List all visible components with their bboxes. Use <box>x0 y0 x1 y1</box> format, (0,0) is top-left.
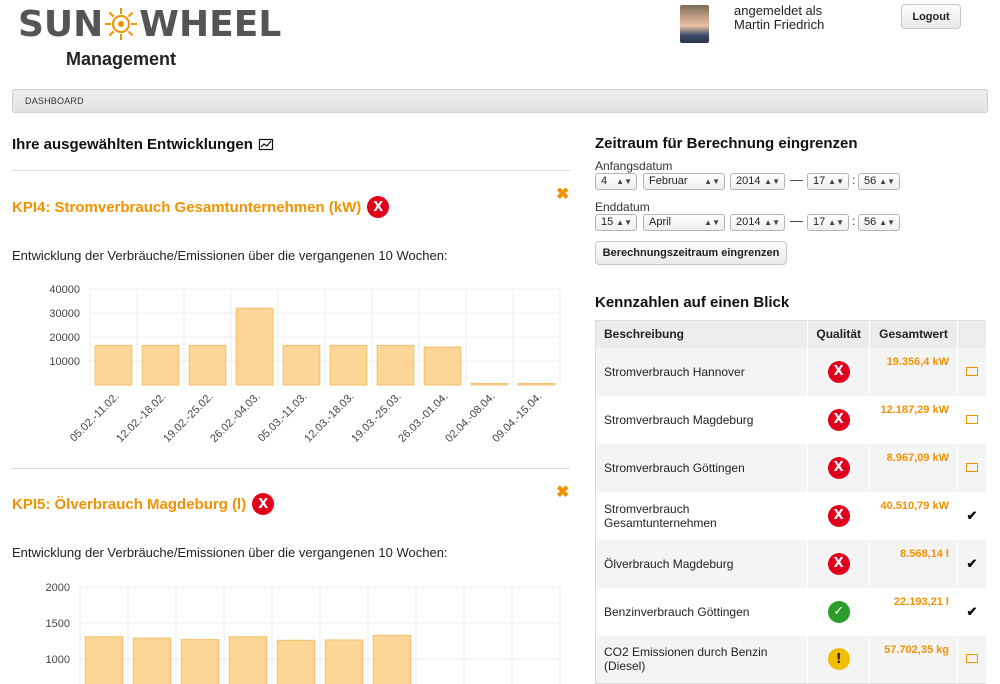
x-tick-label: 05.02.-11.02. <box>67 390 122 445</box>
kpi4-description: Entwicklung der Verbräuche/Emissionen über die vergangenen 10 Wochen: <box>12 248 448 263</box>
kpi-overview-table <box>595 320 987 684</box>
selected-check-icon[interactable]: ✔ <box>966 603 978 619</box>
row-description: Stromverbrauch Gesamtunternehmen <box>596 492 808 540</box>
divider <box>12 468 570 469</box>
app-subtitle: Management <box>66 49 177 69</box>
date-time-separator: — <box>790 172 803 187</box>
col-quality: Qualität <box>808 321 870 348</box>
col-total: Gesamtwert <box>870 321 958 348</box>
row-description: CO2 Emissionen durch Benzin (Diesel) <box>596 636 808 684</box>
selected-check-icon[interactable]: ✔ <box>966 507 978 523</box>
x-tick-label: 02.04.-08.04. <box>443 390 498 445</box>
row-action[interactable] <box>957 540 986 588</box>
quality-status-icon: X <box>828 409 850 431</box>
row-quality <box>808 636 870 684</box>
kpi4-title <box>12 196 389 218</box>
row-description: Ölverbrauch Magdeburg <box>596 540 808 588</box>
date-time-separator: — <box>790 213 803 228</box>
row-total-value: 8.568,14 l <box>870 540 958 588</box>
quality-status-icon: ✓ <box>828 601 850 623</box>
x-tick-label: 05.03.-11.03. <box>255 390 310 445</box>
row-quality <box>808 540 870 588</box>
x-tick-label: 12.03.-18.03. <box>302 390 357 445</box>
chart-bar <box>325 640 362 684</box>
row-action[interactable] <box>957 396 986 444</box>
table-row <box>596 396 987 444</box>
user-name: Martin Friedrich <box>734 17 825 32</box>
section-title <box>12 136 273 153</box>
x-tick-label: 09.04.-15.04. <box>490 390 545 445</box>
table-row <box>596 636 987 684</box>
selected-check-icon[interactable]: ✔ <box>966 555 978 571</box>
table-header-row <box>596 321 987 348</box>
row-quality <box>808 444 870 492</box>
chart-bar <box>181 640 218 684</box>
chart-icon <box>259 139 273 150</box>
y-tick-label: 30000 <box>49 308 80 320</box>
kpi4-bar-chart <box>12 278 560 458</box>
end-month-select[interactable]: April ▲▼ <box>643 214 725 231</box>
nav-item-dashboard[interactable]: DASHBOARD <box>25 96 84 106</box>
section-title-text: Ihre ausgewählten Entwicklungen <box>12 136 253 153</box>
chart-bar <box>142 345 179 385</box>
start-day-select[interactable]: 4 ▲▼ <box>595 173 637 190</box>
chart-bar <box>330 345 367 385</box>
quality-status-icon: X <box>828 553 850 575</box>
chart-bar <box>377 345 414 385</box>
chart-bar <box>95 345 132 385</box>
x-tick-label: 12.02.-18.02. <box>114 390 169 445</box>
kpi5-title <box>12 493 274 515</box>
row-quality <box>808 396 870 444</box>
chart-bar <box>518 384 555 386</box>
row-total-value: 40.510,79 kW <box>870 492 958 540</box>
user-info <box>734 4 824 32</box>
col-action <box>957 321 986 348</box>
row-total-value: 19.356,4 kW <box>870 348 958 396</box>
time-colon: : <box>852 214 856 228</box>
logged-in-label: angemeldet als <box>734 3 823 18</box>
table-row <box>596 492 987 540</box>
table-row <box>596 588 987 636</box>
chart-bar <box>189 345 226 385</box>
row-total-value: 22.193,21 l <box>870 588 958 636</box>
sun-wheel-icon <box>104 7 138 41</box>
table-row <box>596 540 987 588</box>
start-year-select[interactable]: 2014 ▲▼ <box>730 173 785 190</box>
user-avatar <box>680 5 709 43</box>
chart-bar <box>85 637 122 684</box>
chart-bar <box>133 638 170 684</box>
y-tick-label: 1500 <box>45 618 70 630</box>
start-minute-select[interactable]: 56 ▲▼ <box>858 173 900 190</box>
start-month-select[interactable]: Februar ▲▼ <box>643 173 725 190</box>
y-tick-label: 20000 <box>49 332 80 344</box>
row-action[interactable] <box>957 492 986 540</box>
chart-bar <box>229 637 266 684</box>
kpi5-bar-chart <box>12 578 560 666</box>
row-action[interactable] <box>957 348 986 396</box>
x-tick-label: 26.02.-04.03. <box>208 390 263 445</box>
row-action[interactable] <box>957 444 986 492</box>
kpi5-remove-icon[interactable]: ✖ <box>556 484 570 501</box>
kpi4-remove-icon[interactable]: ✖ <box>556 186 570 203</box>
kpi5-title-text: KPI5: Ölverbrauch Magdeburg (l) <box>12 495 247 513</box>
chart-bar <box>471 384 508 386</box>
row-description: Stromverbrauch Göttingen <box>596 444 808 492</box>
logo-text-left: SUN <box>18 3 104 45</box>
row-description: Benzinverbrauch Göttingen <box>596 588 808 636</box>
col-description: Beschreibung <box>596 321 808 348</box>
row-total-value: 57.702,35 kg <box>870 636 958 684</box>
end-minute-select[interactable]: 56 ▲▼ <box>858 214 900 231</box>
start-date-label: Anfangsdatum <box>595 159 673 173</box>
x-tick-label: 26.03.-01.04. <box>396 390 451 445</box>
y-tick-label: 40000 <box>49 284 80 296</box>
x-tick-label: 19.03.-25.03. <box>349 390 404 445</box>
quality-status-icon: X <box>828 505 850 527</box>
kpi-overview-title: Kennzahlen auf einen Blick <box>595 294 790 311</box>
row-total-value: 12.187,29 kW <box>870 396 958 444</box>
logout-button[interactable]: Logout <box>901 4 961 29</box>
add-to-dashboard-chart-icon[interactable] <box>966 654 978 663</box>
row-action[interactable] <box>957 636 986 684</box>
y-tick-label: 1000 <box>45 654 70 666</box>
chart-bar <box>373 635 410 684</box>
row-quality <box>808 588 870 636</box>
row-description: Stromverbrauch Magdeburg <box>596 396 808 444</box>
end-year-select[interactable]: 2014 ▲▼ <box>730 214 785 231</box>
chart-bar <box>283 345 320 385</box>
row-description: Stromverbrauch Hannover <box>596 348 808 396</box>
start-hour-select[interactable]: 17 ▲▼ <box>807 173 849 190</box>
quality-status-icon: ! <box>828 648 850 670</box>
nav-bar <box>12 89 988 113</box>
period-title: Zeitraum für Berechnung eingrenzen <box>595 135 858 152</box>
kpi4-title-text: KPI4: Stromverbrauch Gesamtunternehmen (kW) <box>12 198 362 216</box>
divider <box>12 170 570 171</box>
add-to-dashboard-chart-icon[interactable] <box>966 415 978 424</box>
add-to-dashboard-chart-icon[interactable] <box>966 463 978 472</box>
kpi4-status-icon: X <box>367 196 389 218</box>
chart-bar <box>236 308 273 385</box>
row-total-value: 8.967,09 kW <box>870 444 958 492</box>
apply-period-button[interactable]: Berechnungszeitraum eingrenzen <box>595 241 787 265</box>
kpi5-status-icon: X <box>252 493 274 515</box>
row-quality <box>808 348 870 396</box>
logo-text-right: WHEEL <box>139 3 282 45</box>
x-tick-label: 19.02.-25.02. <box>161 390 216 445</box>
add-to-dashboard-chart-icon[interactable] <box>966 367 978 376</box>
table-row <box>596 444 987 492</box>
y-tick-label: 2000 <box>45 582 70 594</box>
row-quality <box>808 492 870 540</box>
y-tick-label: 10000 <box>49 356 80 368</box>
kpi5-description: Entwicklung der Verbräuche/Emissionen über die vergangenen 10 Wochen: <box>12 545 448 560</box>
sunwheel-logo <box>18 4 281 44</box>
chart-bar <box>277 640 314 684</box>
end-hour-select[interactable]: 17 ▲▼ <box>807 214 849 231</box>
row-action[interactable] <box>957 588 986 636</box>
time-colon: : <box>852 173 856 187</box>
table-row <box>596 348 987 396</box>
end-date-label: Enddatum <box>595 200 650 214</box>
chart-bar <box>424 347 461 385</box>
quality-status-icon: X <box>828 457 850 479</box>
quality-status-icon: X <box>828 361 850 383</box>
end-day-select[interactable]: 15 ▲▼ <box>595 214 637 231</box>
